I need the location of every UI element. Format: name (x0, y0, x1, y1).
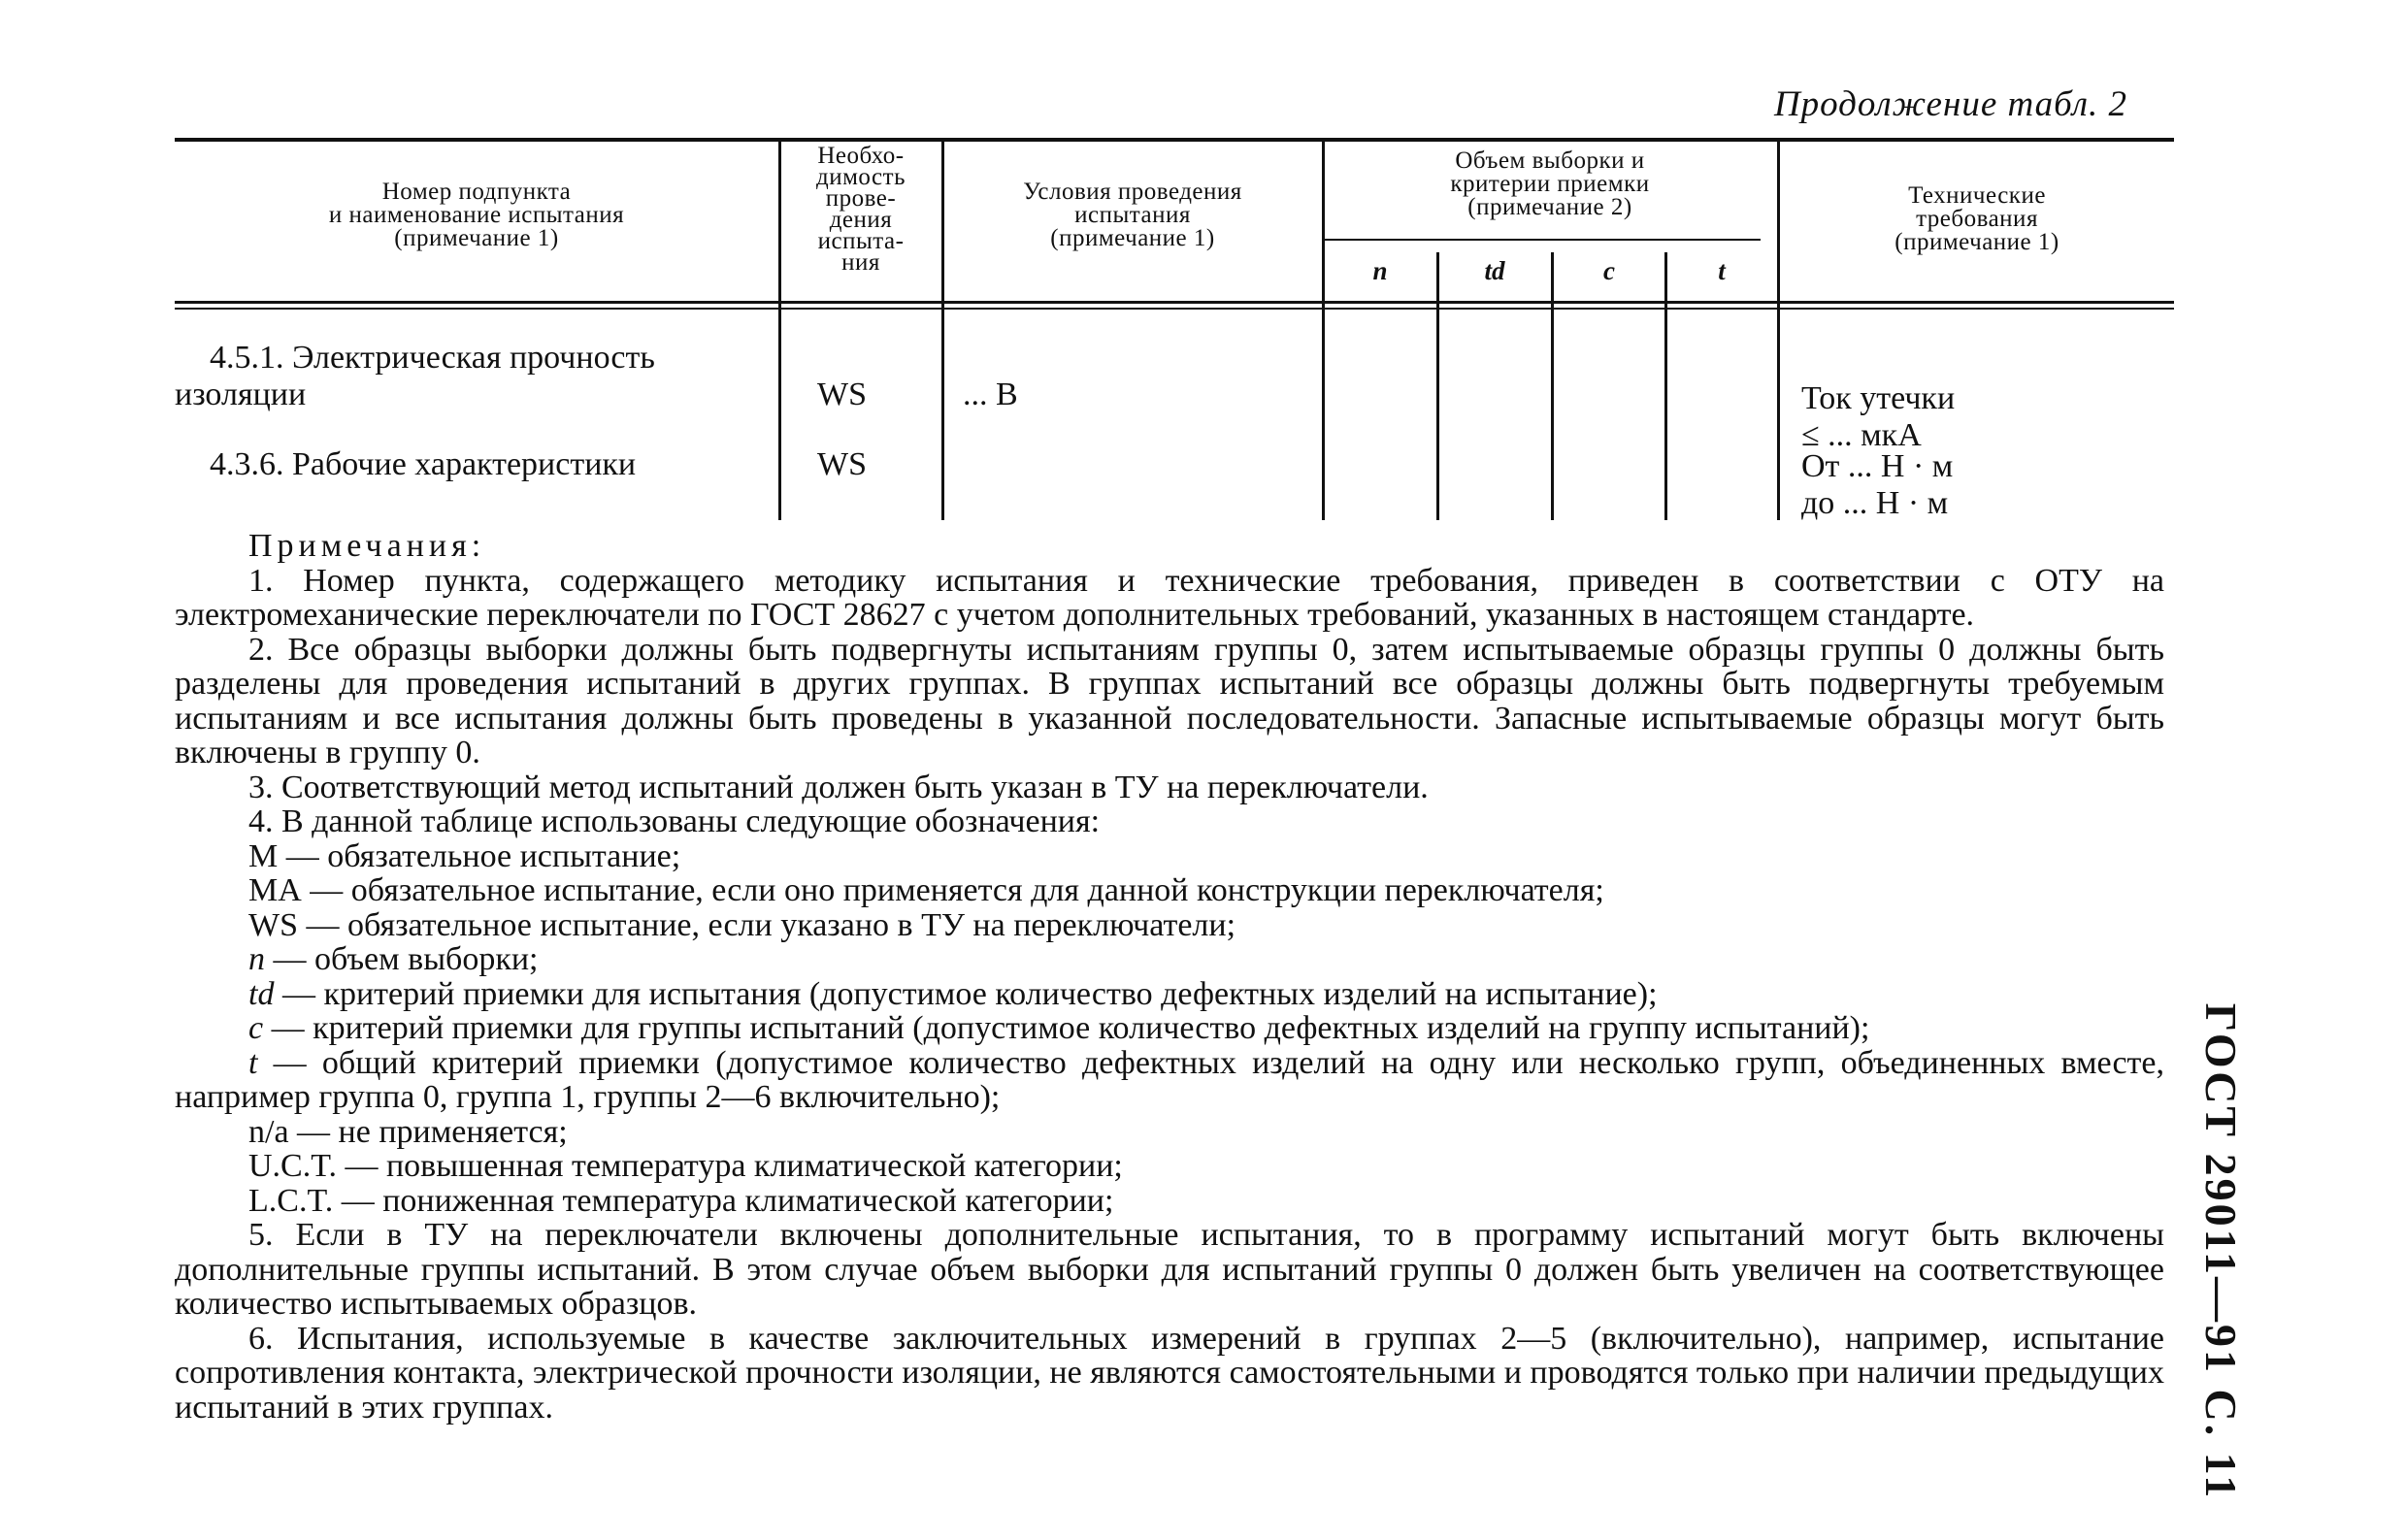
standard-page-label: ГОСТ 29011—91 С. 11 (2196, 1002, 2246, 1501)
header-requirements: Технические требования (примечание 1) (1894, 182, 2059, 255)
note-4: 4. В данной таблице использованы следующие обозначения: (248, 803, 1101, 839)
header-necessity: Необхо- димость прове- дения испыта- ния (816, 143, 906, 276)
subheader-n: n (1372, 256, 1388, 285)
col-divider-5 (1551, 252, 1554, 520)
table-header-rule-2 (175, 308, 2174, 310)
header-conditions: Условия проведения испытания (примечание 1) (1023, 179, 1242, 251)
def-ma: МА — обязательное испытание, если оно применяется для данной конструкции переключателя; (248, 872, 1604, 908)
def-td: td — критерий приемки для испытания (допустимое количество дефектных изделий на испытание); (248, 975, 1658, 1012)
def-ws: WS — обязательное испытание, если указано в ТУ на переключатели; (248, 906, 1236, 943)
row1-item: 4.5.1. Электрическая прочность изоляции (175, 340, 655, 412)
def-lct: L.C.T. — пониженная температура климатической категории; (248, 1182, 1114, 1219)
table-header-rule (175, 301, 2174, 304)
col-divider-4 (1436, 252, 1439, 520)
subheader-c: c (1603, 256, 1615, 285)
notes-heading: Примечания: (248, 528, 486, 564)
def-n: n — объем выборки; (248, 941, 539, 977)
note-3: 3. Соответствующий метод испытаний должен быть указан в ТУ на переключатели. (248, 769, 1429, 805)
test-table (175, 136, 2174, 524)
header-sample-size: Объем выборки и критерии приемки (примечание 2) (1450, 147, 1650, 220)
note-1: 1. Номер пункта, содержащего методику испытания и технические требования, приведен в соответствии с ОТУ на электромеханические переключатели по ГОСТ 28627 с учетом дополнительных требований, указанных в настоящем стандарте. (175, 562, 2164, 633)
subheader-t: t (1718, 256, 1726, 285)
row2-item: 4.3.6. Рабочие характеристики (210, 446, 637, 482)
row1-requirements: Ток утечки ≤ ... мкА (1801, 380, 1956, 453)
note-2: 2. Все образцы выборки должны быть подвергнуты испытаниям группы 0, затем испытываемые образцы группы 0 должны быть разделены для проведения испытаний в других группах. В группах испытаний все образцы должны быть подвергнуты требуемым испытаниям и все испытания должны быть проведены в указанной последовательности. Запасные испытываемые образцы могут быть включены в группу 0. (175, 631, 2164, 770)
header-item: Номер подпункта и наименование испытания (примечание 1) (328, 179, 625, 251)
subheader-td: td (1484, 256, 1505, 285)
row2-requirements: От ... Н · м до ... Н · м (1801, 448, 1954, 521)
table-top-rule (175, 138, 2174, 142)
def-uct: U.C.T. — повышенная температура климатической категории; (248, 1148, 1123, 1184)
def-c: c — критерий приемки для группы испытаний (допустимое количество дефектных изделий на группу испытаний); (248, 1010, 1870, 1046)
def-t: t — общий критерий приемки (допустимое количество дефектных изделий на одну или несколько групп, объединенных вместе, например группа 0, группа 1, группы 2—6 включительно); (175, 1044, 2164, 1115)
row1-conditions: ... В (963, 377, 1018, 412)
def-na: n/a — не применяется; (248, 1113, 568, 1150)
col-divider-6 (1664, 252, 1667, 520)
note-5: 5. Если в ТУ на переключатели включены дополнительные испытания, то в программу испытаний могут быть включены дополнительные группы испытаний. В этом случае объем выборки для испытаний группы 0 должен быть увеличен на соответствующее количество испытываемых образцов. (175, 1217, 2164, 1322)
row1-necessity: WS (817, 377, 867, 412)
def-m: М — обязательное испытание; (248, 837, 681, 874)
row2-necessity: WS (817, 446, 867, 482)
table-continuation-label: Продолжение табл. 2 (1773, 84, 2127, 124)
group-subheader-rule (1322, 239, 1761, 241)
notes-section (175, 529, 2164, 1425)
note-6: 6. Испытания, используемые в качестве заключительных измерений в группах 2—5 (включительно), например, испытание сопротивления контакта, электрической прочности изоляции, не являются самостоятельными и проводятся только при наличии предыдущих испытаний в этих группах. (175, 1320, 2164, 1425)
